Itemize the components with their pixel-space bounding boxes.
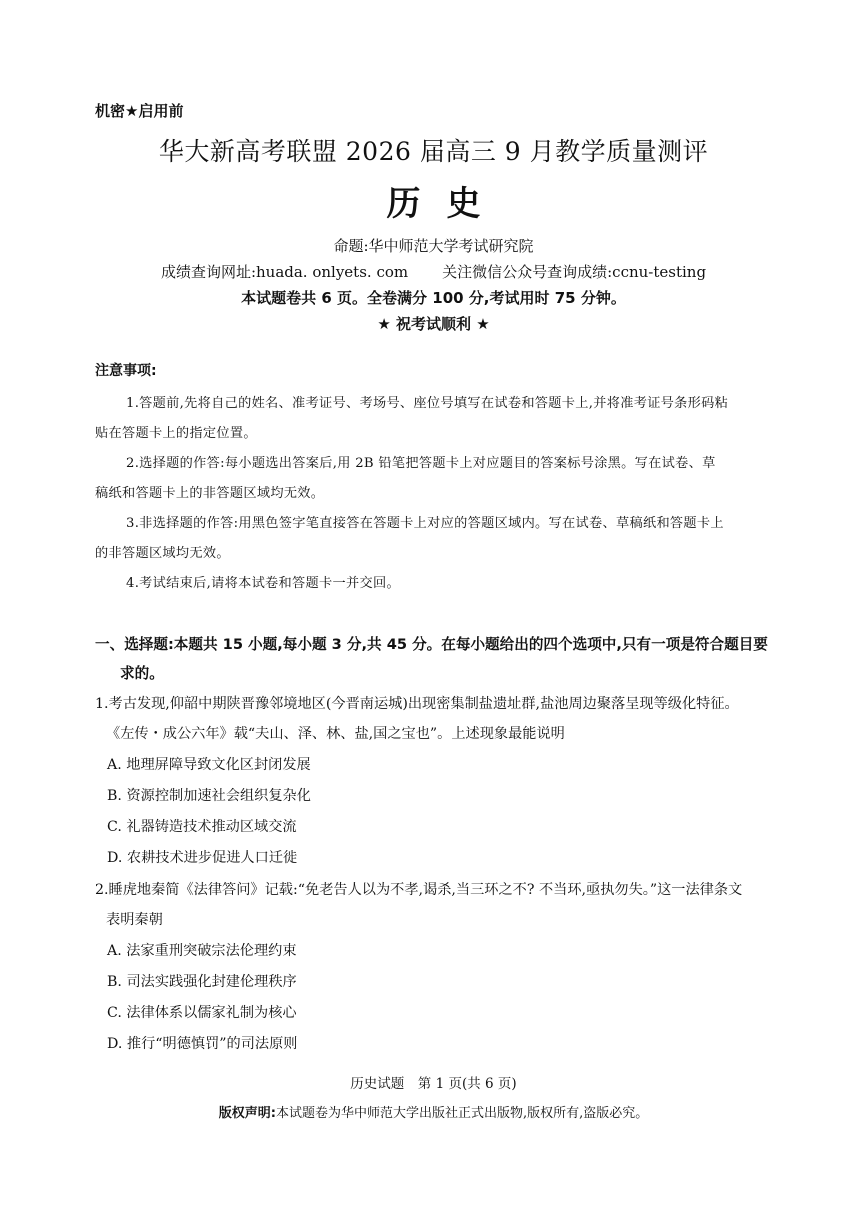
notice-item-4: 4.考试结束后,请将本试卷和答题卡一并交回。: [126, 576, 400, 591]
question-1-stem-cont: 《左传・成公六年》载“夫山、泽、林、盐,国之宝也”。上述现象最能说明: [106, 726, 565, 742]
copyright-label: 版权声明:: [218, 1106, 276, 1121]
confidential-label: 机密★启用前: [95, 102, 184, 120]
question-2-option-b: B. 司法实践强化封建伦理秩序: [107, 974, 297, 990]
author-line: 命题:华中师范大学考试研究院: [333, 237, 534, 255]
section-heading-cont: 求的。: [120, 665, 164, 682]
copyright-notice: [0, 1102, 867, 1121]
question-2-option-a: A. 法家重刑突破宗法伦理约束: [107, 943, 297, 959]
subject-title: 历史: [386, 184, 507, 224]
notice-item-3: 3.非选择题的作答:用黑色签字笔直接答在答题卡上对应的答题区域内。写在试卷、草稿纸和答题卡上: [126, 516, 724, 531]
notice-item-3-cont: 的非答题区域均无效。: [95, 546, 230, 561]
question-1-option-a: A. 地理屏障导致文化区封闭发展: [107, 757, 311, 773]
page-footer: 历史试题 第 1 页(共 6 页): [350, 1076, 517, 1092]
exam-title: 华大新高考联盟 2026 届高三 9 月教学质量测评: [158, 137, 709, 166]
question-2-stem: 2.睡虎地秦简《法律答问》记载:“免老告人以为不孝,谒杀,当三环之不? 不当环,亟执勿失。”这一法律条文: [95, 882, 743, 898]
wechat-info: 关注微信公众号查询成绩:ccnu-testing: [442, 263, 707, 281]
exam-info: 本试题卷共 6 页。全卷满分 100 分,考试用时 75 分钟。: [241, 289, 626, 307]
score-website: 成绩查询网址:huada. onlyets. com: [160, 263, 409, 281]
copyright-text: 本试题卷为华中师范大学出版社正式出版物,版权所有,盗版必究。: [275, 1106, 649, 1121]
question-1-option-c: C. 礼器铸造技术推动区域交流: [107, 819, 297, 835]
contact-line: [0, 261, 867, 282]
section-heading: 一、选择题:本题共 15 小题,每小题 3 分,共 45 分。在每小题给出的四个选项中,只有一项是符合题目要: [95, 636, 768, 653]
question-1-option-b: B. 资源控制加速社会组织复杂化: [107, 788, 311, 804]
question-2-option-d: D. 推行“明德慎罚”的司法原则: [107, 1036, 298, 1052]
notice-item-2-cont: 稿纸和答题卡上的非答题区域均无效。: [95, 486, 325, 501]
question-1-option-d: D. 农耕技术进步促进人口迁徙: [107, 850, 298, 866]
notice-heading: 注意事项:: [95, 363, 157, 379]
notice-item-2: 2.选择题的作答:每小题选出答案后,用 2B 铅笔把答题卡上对应题目的答案标号涂黑。写在试卷、草: [126, 456, 716, 471]
notice-item-1-cont: 贴在答题卡上的指定位置。: [95, 426, 257, 441]
question-2-option-c: C. 法律体系以儒家礼制为核心: [107, 1005, 297, 1021]
notice-item-1: 1.答题前,先将自己的姓名、准考证号、考场号、座位号填写在试卷和答题卡上,并将准考证号条形码粘: [126, 396, 729, 411]
good-luck-line: ★ 祝考试顺利 ★: [377, 315, 490, 333]
question-2-stem-cont: 表明秦朝: [106, 912, 163, 928]
question-1-stem: 1.考古发现,仰韶中期陕晋豫邻境地区(今晋南运城)出现密集制盐遗址群,盐池周边聚落呈现等级化特征。: [95, 696, 739, 712]
